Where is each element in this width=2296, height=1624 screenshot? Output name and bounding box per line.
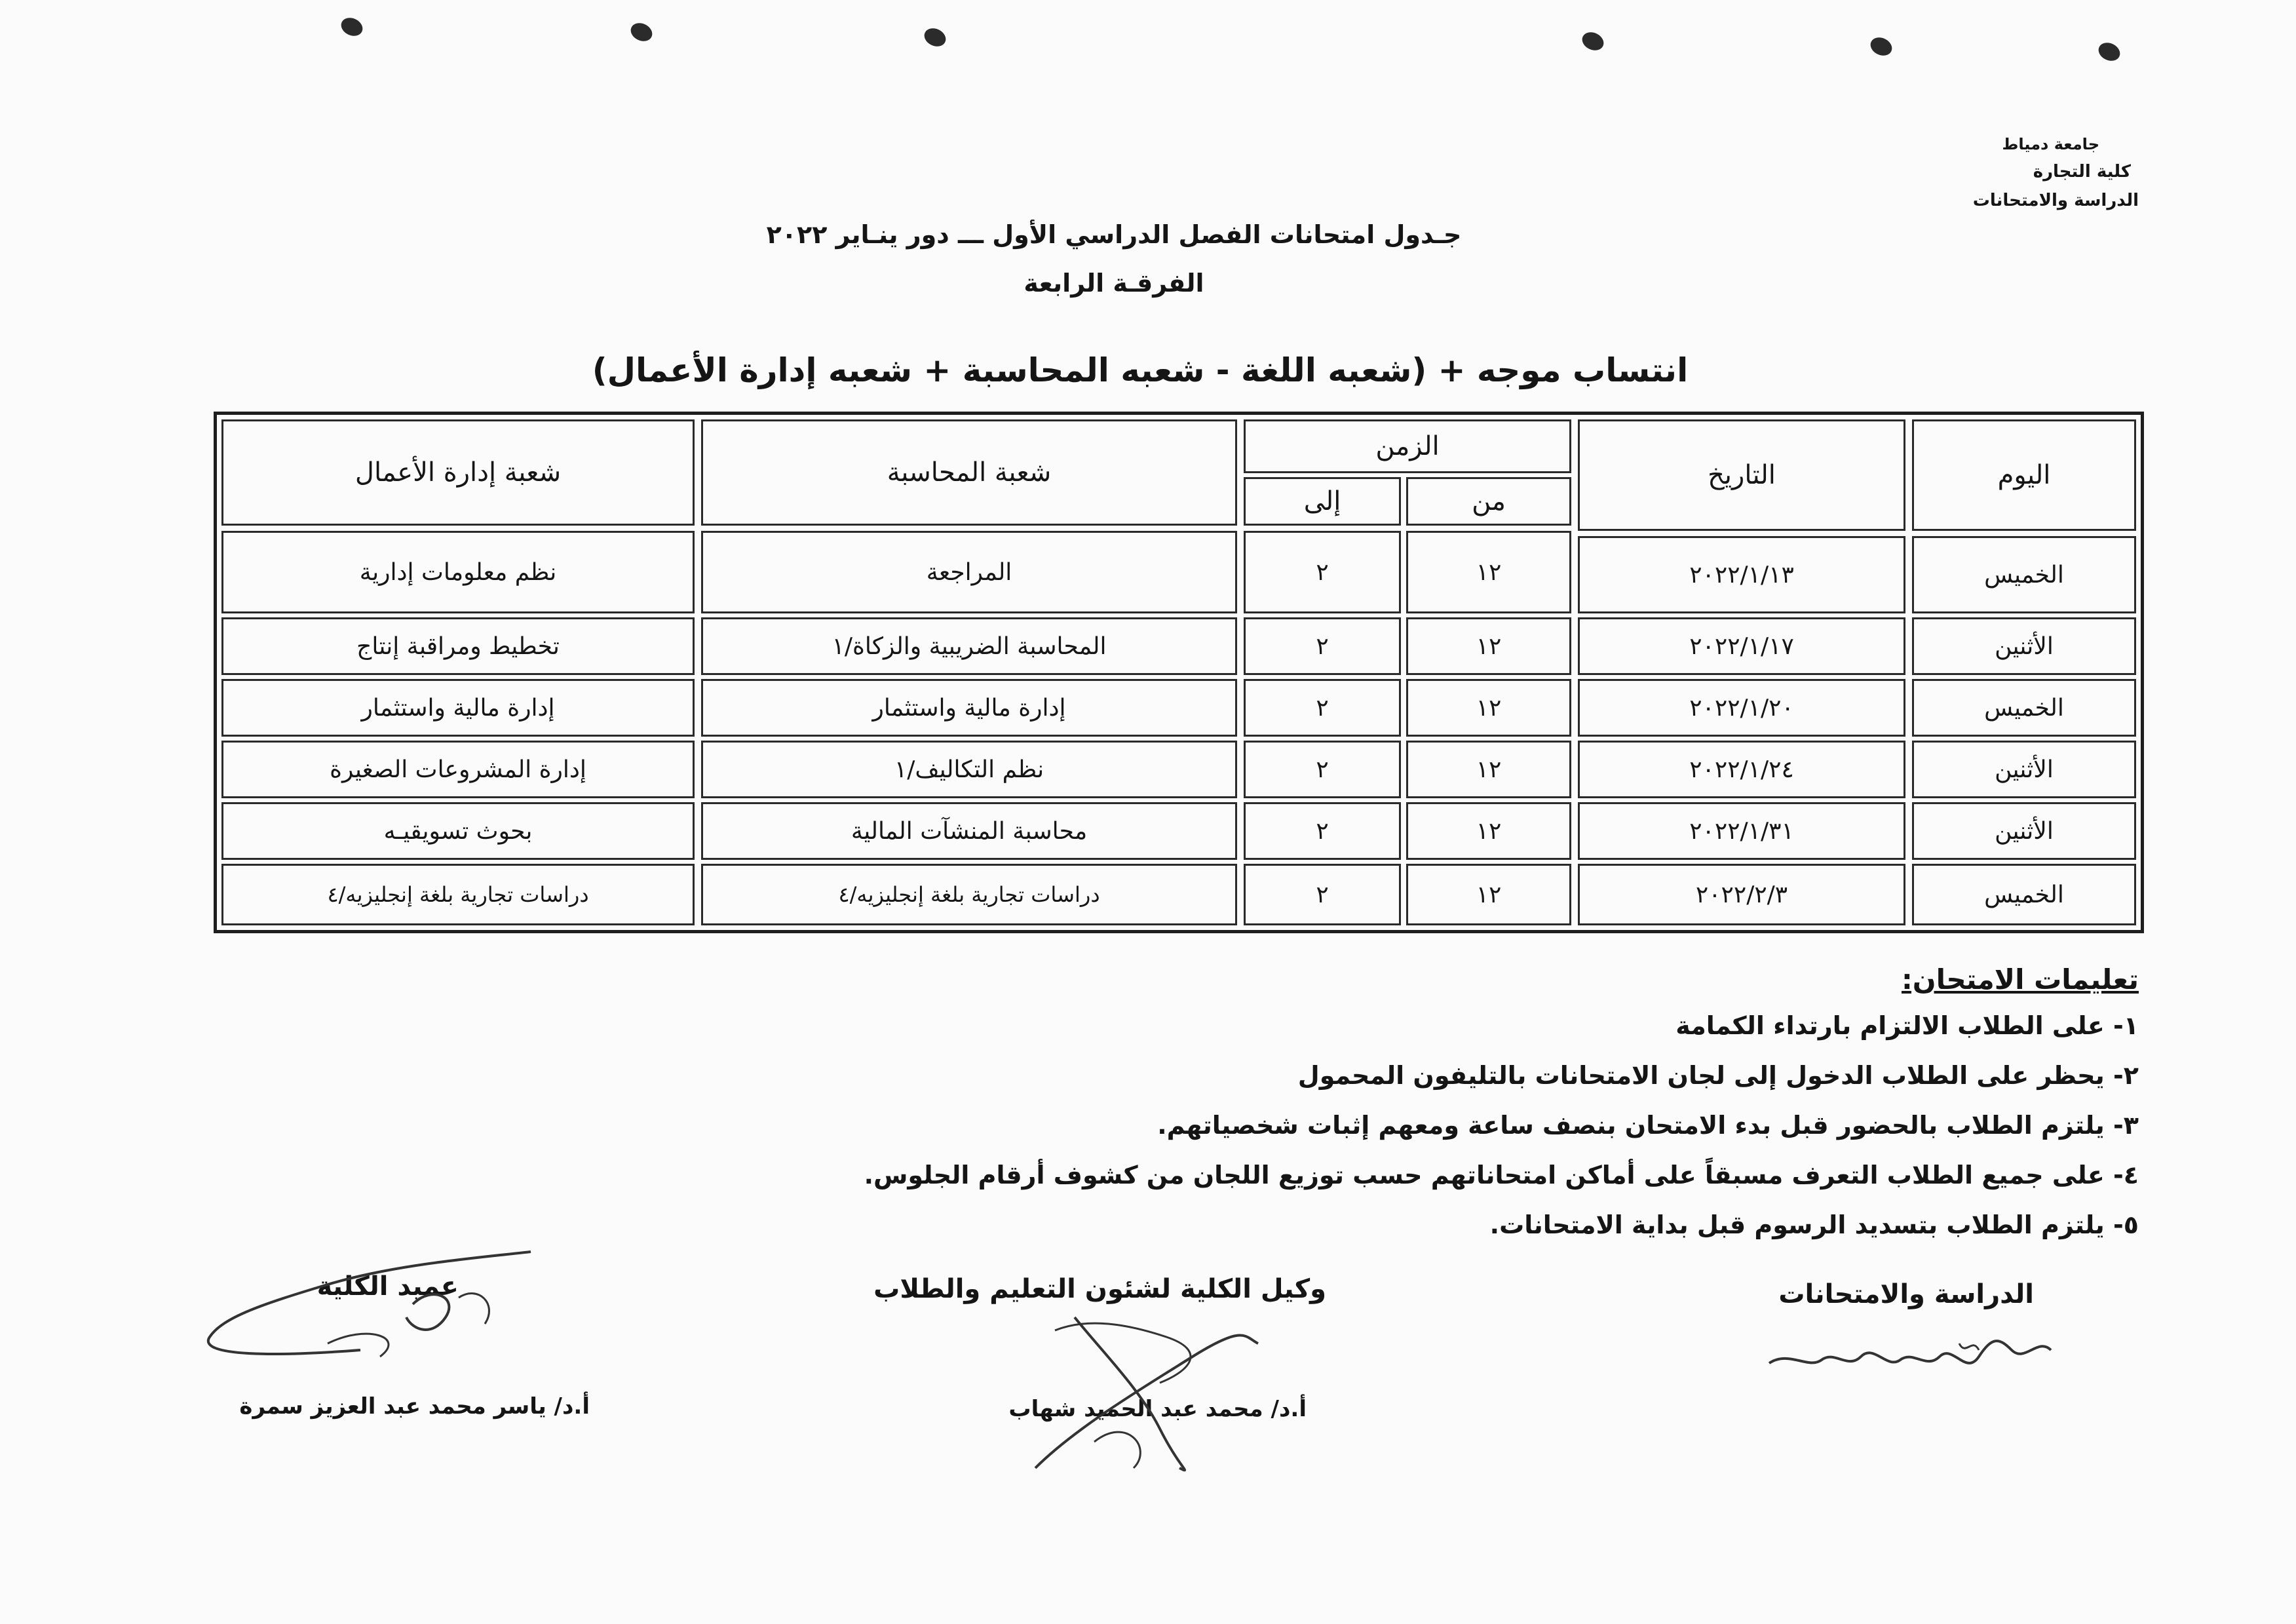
vice-dean-handwritten-signature	[996, 1311, 1271, 1481]
row-2-to: ٢	[1244, 617, 1401, 675]
instructions-title: تعليمات الامتحان:	[1901, 963, 2139, 996]
header-date: التاريخ	[1578, 419, 1905, 531]
row-3-to: ٢	[1244, 679, 1401, 737]
row-3-date: ٢٠٢٢/١/٢٠	[1578, 679, 1905, 737]
row-1-to: ٢	[1244, 531, 1401, 613]
punch-hole	[628, 20, 655, 45]
row-4-to: ٢	[1244, 741, 1401, 798]
row-6-from: ١٢	[1406, 864, 1571, 925]
instruction-item: ٢- يحظر على الطلاب الدخول إلى لجان الامتحانات بالتليفون المحمول	[1297, 1061, 2139, 1090]
vice-dean-signature-title: وكيل الكلية لشئون التعليم والطلاب	[873, 1274, 1326, 1304]
row-5-business: بحوث تسويقيـه	[221, 802, 695, 860]
instruction-item: ٥- يلتزم الطلاب بتسديد الرسوم قبل بداية الامتحانات.	[1489, 1210, 2139, 1239]
punch-hole	[1867, 34, 1895, 59]
punch-hole	[338, 14, 366, 39]
row-4-accounting: نظم التكاليف/١	[701, 741, 1237, 798]
punch-hole	[921, 25, 949, 50]
header-time: الزمن	[1244, 419, 1571, 473]
punch-hole	[2095, 39, 2123, 64]
dean-name: أ.د/ ياسر محمد عبد العزيز سمرة	[239, 1393, 590, 1420]
level-title: الفرقـة الرابعة	[1024, 269, 1204, 298]
row-4-date: ٢٠٢٢/١/٢٤	[1578, 741, 1905, 798]
header-to: إلى	[1244, 477, 1401, 526]
page-title: جـدول امتحانات الفصل الدراسي الأول ـــ دور ينـاير ٢٠٢٢	[766, 220, 1462, 249]
row-6-business: دراسات تجارية بلغة إنجليزيه/٤	[221, 864, 695, 925]
instruction-item: ٤- على جميع الطلاب التعرف مسبقاً على أماكن امتحاناتهم حسب توزيع اللجان من كشوف أرقام الجلوس.	[864, 1161, 2139, 1189]
row-5-to: ٢	[1244, 802, 1401, 860]
row-5-from: ١٢	[1406, 802, 1571, 860]
row-1-day: الخميس	[1912, 536, 2136, 613]
department-name: الدراسة والامتحانات	[1972, 191, 2139, 210]
row-3-from: ١٢	[1406, 679, 1571, 737]
instruction-item: ١- على الطلاب الالتزام بارتداء الكمامة	[1675, 1011, 2139, 1040]
header-from: من	[1406, 477, 1571, 526]
row-1-business: نظم معلومات إدارية	[221, 531, 695, 613]
row-3-accounting: إدارة مالية واستثمار	[701, 679, 1237, 737]
instructions-section	[697, 963, 2139, 1250]
header-business: شعبة إدارة الأعمال	[221, 419, 695, 526]
vice-dean-name: أ.د/ محمد عبد الحميد شهاب	[1008, 1396, 1307, 1422]
faculty-name: كلية التجارة	[2033, 162, 2131, 182]
punch-hole	[1579, 29, 1607, 54]
row-3-business: إدارة مالية واستثمار	[221, 679, 695, 737]
row-5-accounting: محاسبة المنشآت المالية	[701, 802, 1237, 860]
row-2-from: ١٢	[1406, 617, 1571, 675]
row-2-business: تخطيط ومراقبة إنتاج	[221, 617, 695, 675]
row-6-to: ٢	[1244, 864, 1401, 925]
row-4-business: إدارة المشروعات الصغيرة	[221, 741, 695, 798]
row-2-day: الأثنين	[1912, 617, 2136, 675]
row-5-date: ٢٠٢٢/١/٣١	[1578, 802, 1905, 860]
schedule-table	[221, 419, 2136, 925]
instruction-item: ٣- يلتزم الطلاب بالحضور قبل بدء الامتحان بنصف ساعة ومعهم إثبات شخصياتهم.	[1157, 1111, 2139, 1140]
row-2-date: ٢٠٢٢/١/١٧	[1578, 617, 1905, 675]
studies-handwritten-signature	[1763, 1330, 2064, 1383]
dean-signature-title: عميد الكلية	[316, 1271, 459, 1302]
institution-header	[1973, 131, 2139, 215]
row-6-accounting: دراسات تجارية بلغة إنجليزيه/٤	[701, 864, 1237, 925]
row-6-date: ٢٠٢٢/٢/٣	[1578, 864, 1905, 925]
programs-title: انتساب موجه + (شعبه اللغة - شعبه المحاسبة + شعبه إدارة الأعمال)	[592, 351, 1689, 389]
row-5-day: الأثنين	[1912, 802, 2136, 860]
studies-signature-title: الدراسة والامتحانات	[1778, 1279, 2034, 1309]
row-1-date: ٢٠٢٢/١/١٣	[1578, 536, 1905, 613]
row-2-accounting: المحاسبة الضريبية والزكاة/١	[701, 617, 1237, 675]
row-4-from: ١٢	[1406, 741, 1571, 798]
university-name: جامعة دمياط	[2002, 135, 2099, 153]
row-4-day: الأثنين	[1912, 741, 2136, 798]
row-3-day: الخميس	[1912, 679, 2136, 737]
row-1-accounting: المراجعة	[701, 531, 1237, 613]
row-1-from: ١٢	[1406, 531, 1571, 613]
header-accounting: شعبة المحاسبة	[701, 419, 1237, 526]
dean-handwritten-signature	[197, 1245, 537, 1363]
row-6-day: الخميس	[1912, 864, 2136, 925]
header-day: اليوم	[1912, 419, 2136, 531]
